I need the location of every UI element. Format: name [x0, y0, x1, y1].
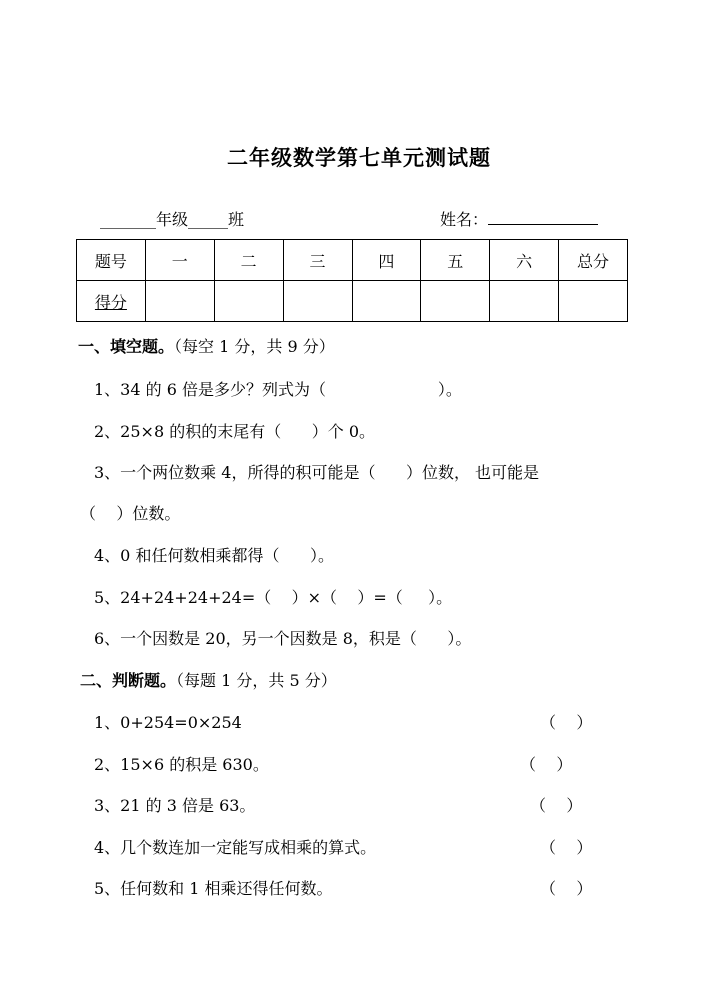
score-header-cell: 四: [352, 240, 421, 281]
class-blank: _____: [188, 210, 229, 229]
section1-heading: 一、填空题。: [78, 337, 175, 356]
class-grade-line: [100, 207, 244, 230]
score-label: 得分: [94, 292, 127, 312]
score-header-cell: 六: [490, 240, 559, 281]
section2-heading: 二、判断题。: [80, 671, 177, 690]
section2-note: （每题 1 分，共 5 分）: [176, 671, 337, 690]
score-header-cell: 三: [283, 240, 352, 281]
s2-question-5: 5、任何数和 1 相乘还得任何数。: [94, 879, 333, 898]
score-input-cell[interactable]: [421, 281, 490, 322]
s2-answer-paren-1[interactable]: （ ）: [540, 713, 593, 732]
s1-question-4: 4、0 和任何数相乘都得（ ）。: [94, 546, 334, 565]
section2-heading-line: [80, 668, 337, 691]
s2-answer-paren-3[interactable]: （ ）: [530, 796, 583, 815]
s2-question-4: 4、几个数连加一定能写成相乘的算式。: [94, 838, 377, 857]
s2-question-1: 1、0+254=0×254: [94, 713, 242, 732]
s2-question-2: 2、15×6 的积是 630。: [94, 755, 269, 774]
score-row-label: [77, 281, 146, 322]
score-input-cell[interactable]: [490, 281, 559, 322]
s1-question-1: 1、34 的 6 倍是多少？列式为（ ）。: [94, 380, 462, 399]
name-line: [440, 207, 598, 230]
class-label: 班: [228, 210, 245, 229]
score-input-cell[interactable]: [283, 281, 352, 322]
score-input-cell[interactable]: [145, 281, 214, 322]
s1-question-3: 3、一个两位数乘 4，所得的积可能是（ ）位数， 也可能是: [94, 463, 540, 482]
score-header-cell: 一: [145, 240, 214, 281]
s1-question-2: 2、25×8 的积的末尾有（ ）个 0。: [94, 422, 375, 441]
score-table: [76, 239, 628, 322]
score-input-cell[interactable]: [559, 281, 628, 322]
s1-question-3-cont: （ ）位数。: [80, 504, 181, 523]
grade-blank: _______: [100, 210, 156, 229]
s1-question-5: 5、24+24+24+24=（ ）×（ ）=（ ）。: [94, 588, 453, 607]
score-header-cell: 二: [214, 240, 283, 281]
s2-question-3: 3、21 的 3 倍是 63。: [94, 796, 256, 815]
score-input-cell[interactable]: [214, 281, 283, 322]
score-header-cell: 题号: [77, 240, 146, 281]
s2-answer-paren-2[interactable]: （ ）: [520, 755, 573, 774]
section1-note: （每空 1 分，共 9 分）: [174, 337, 335, 356]
score-table-score-row: [77, 281, 628, 322]
name-label: 姓名：: [440, 210, 489, 229]
s2-answer-paren-5[interactable]: （ ）: [540, 879, 593, 898]
score-header-cell: 五: [421, 240, 490, 281]
page-title: 二年级数学第七单元测试题: [227, 145, 491, 170]
s1-question-6: 6、一个因数是 20，另一个因数是 8，积是（ ）。: [94, 629, 472, 648]
section1-heading-line: [78, 334, 335, 357]
name-blank: [488, 209, 598, 225]
score-header-cell: 总分: [559, 240, 628, 281]
grade-label: 年级: [156, 210, 189, 229]
score-table-header-row: [77, 240, 628, 281]
score-input-cell[interactable]: [352, 281, 421, 322]
s2-answer-paren-4[interactable]: （ ）: [540, 838, 593, 857]
